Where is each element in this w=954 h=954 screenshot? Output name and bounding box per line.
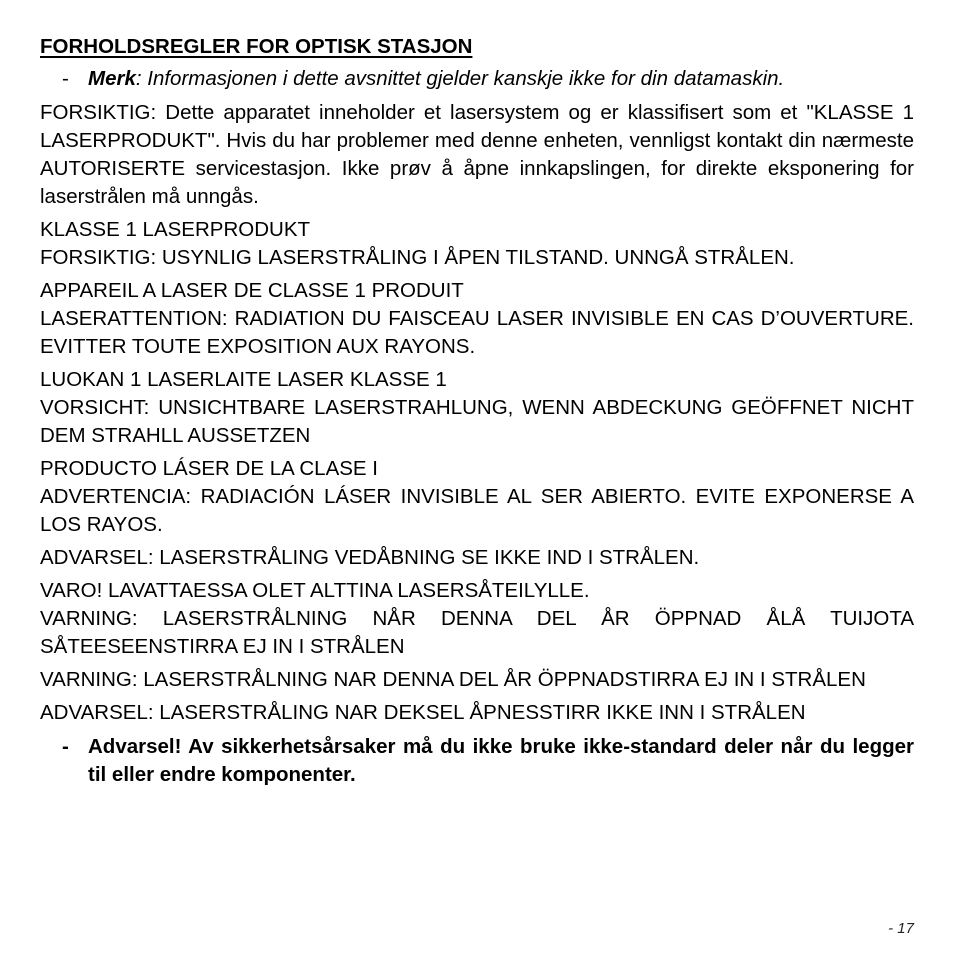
warning-text: Advarsel! Av sikkerhetsårsaker må du ikke bruke ikke-standard deler når du legger til eller endre komponenter. — [88, 735, 914, 786]
laser-label-line: ADVARSEL: LASERSTRÅLING NAR DEKSEL ÅPNESSTIRR IKKE INN I STRÅLEN — [40, 701, 806, 724]
laser-label-block — [40, 455, 914, 539]
warning-item — [40, 733, 914, 789]
laser-label-block — [40, 666, 914, 694]
laser-label-line: LUOKAN 1 LASERLAITE LASER KLASSE 1 — [40, 368, 447, 391]
laser-label-line: PRODUCTO LÁSER DE LA CLASE I — [40, 457, 378, 480]
laser-label-block — [40, 577, 914, 661]
laser-label-line: KLASSE 1 LASERPRODUKT — [40, 218, 311, 241]
laser-label-line: ADVERTENCIA: RADIACIÓN LÁSER INVISIBLE AL SER ABIERTO. EVITE EXPONERSE A LOS RAYOS. — [40, 485, 914, 536]
section-heading: FORHOLDSREGLER FOR OPTISK STASJON — [40, 35, 473, 58]
laser-label-block — [40, 699, 914, 727]
caution-paragraph: FORSIKTIG: Dette apparatet inneholder et lasersystem og er klassifisert som et "KLASSE 1 LASERPRODUKT". Hvis du har problemer med denne enheten, vennligst kontakt din nærmeste AUTORISERTE servicestasjon. Ikke prøv å åpne innkapslingen, for direkte eksponering for laserstrålen må unngås. — [40, 101, 914, 208]
laser-label-line: VARO! LAVATTAESSA OLET ALTTINA LASERSÅTEILYLLE. — [40, 579, 590, 602]
laser-label-block — [40, 366, 914, 450]
laser-label-line: ADVARSEL: LASERSTRÅLING VEDÅBNING SE IKKE IND I STRÅLEN. — [40, 546, 700, 569]
laser-label-line: VARNING: LASERSTRÅLNING NAR DENNA DEL ÅR ÖPPNADSTIRRA EJ IN I STRÅLEN — [40, 668, 866, 691]
note-dash: - — [62, 67, 69, 90]
note-label: Merk — [88, 67, 136, 90]
laser-label-line: VORSICHT: UNSICHTBARE LASERSTRAHLUNG, WENN ABDECKUNG GEÖFFNET NICHT DEM STRAHLL AUSSETZEN — [40, 396, 914, 447]
laser-label-block — [40, 216, 914, 272]
laser-label-line: VARNING: LASERSTRÅLNING NÅR DENNA DEL ÅR ÖPPNAD ÅLÅ TUIJOTA SÅTEESEENSTIRRA EJ IN I STRÅLEN — [40, 607, 914, 658]
laser-label-block — [40, 277, 914, 361]
document-page — [40, 33, 914, 789]
warning-dash: - — [62, 735, 69, 758]
laser-label-block — [40, 544, 914, 572]
laser-label-line: FORSIKTIG: USYNLIG LASERSTRÅLING I ÅPEN TILSTAND. UNNGÅ STRÅLEN. — [40, 246, 795, 269]
laser-label-line: LASERATTENTION: RADIATION DU FAISCEAU LASER INVISIBLE EN CAS D’OUVERTURE. EVITTER TOUTE EXPOSITION AUX RAYONS. — [40, 307, 914, 358]
note-item — [40, 65, 914, 93]
note-text: : Informasjonen i dette avsnittet gjelder kanskje ikke for din datamaskin. — [135, 67, 785, 90]
laser-label-line: APPAREIL A LASER DE CLASSE 1 PRODUIT — [40, 279, 464, 302]
page-number: - 17 — [888, 920, 914, 937]
